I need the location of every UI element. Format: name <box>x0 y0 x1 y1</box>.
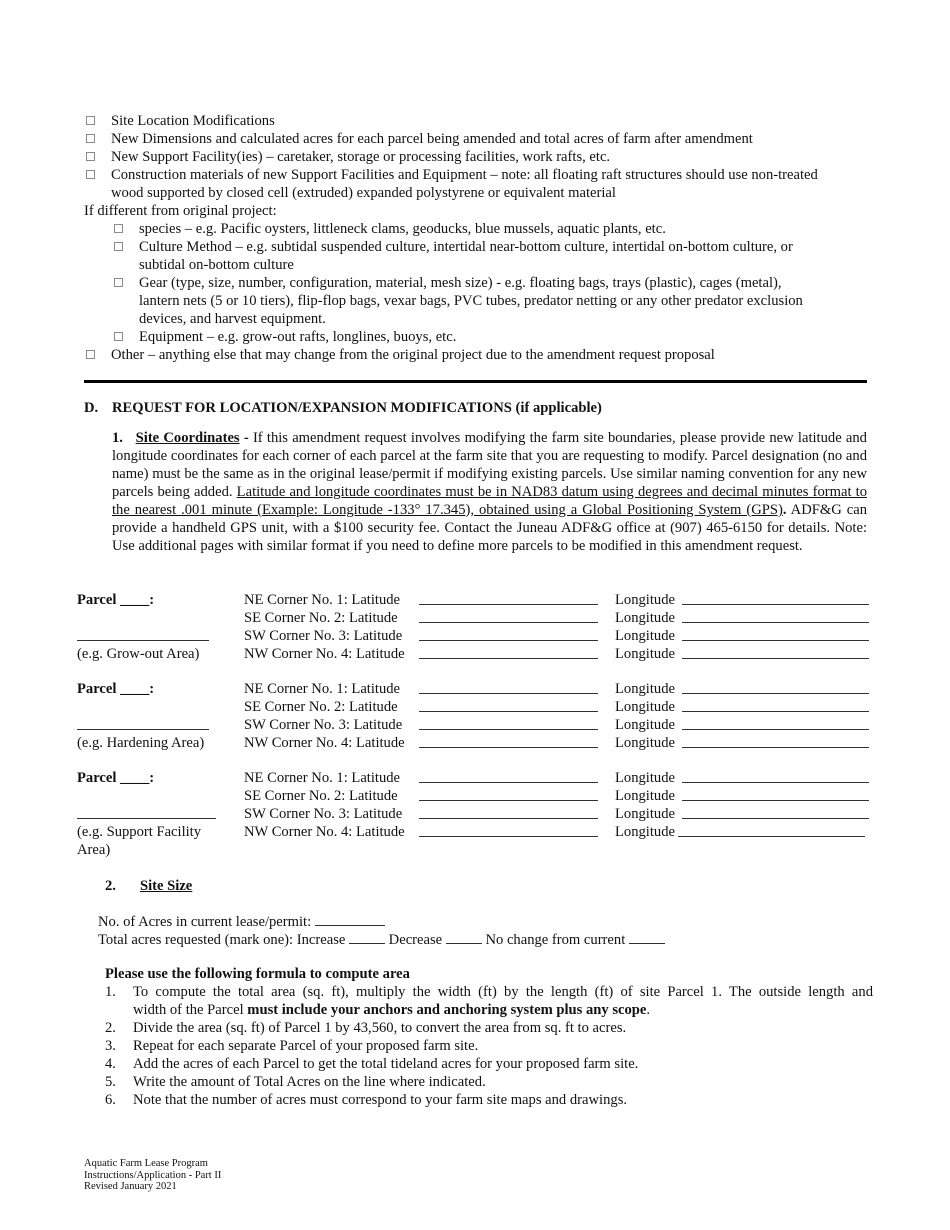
site-size-heading: Site Size <box>140 878 193 894</box>
parcel-label[interactable]: Parcel ____: <box>77 770 155 786</box>
section-divider <box>84 380 867 383</box>
parcel-example: (e.g. Hardening Area) <box>77 735 205 751</box>
latitude-field[interactable] <box>419 604 598 605</box>
parcel-label[interactable]: Parcel ____: <box>77 681 155 697</box>
no-change-field[interactable] <box>629 930 665 944</box>
checkbox-icon[interactable] <box>86 170 95 179</box>
latitude-field[interactable] <box>419 711 598 712</box>
checkbox-icon[interactable] <box>86 350 95 359</box>
checkbox-icon[interactable] <box>86 152 95 161</box>
longitude-field[interactable] <box>678 836 865 837</box>
decrease-field[interactable] <box>446 930 482 944</box>
acres-current-row: No. of Acres in current lease/permit: <box>98 912 385 931</box>
longitude-field[interactable] <box>682 604 869 605</box>
parcel-label[interactable]: Parcel ____: <box>77 592 155 608</box>
formula-heading: Please use the following formula to compute area <box>105 966 410 982</box>
longitude-field[interactable] <box>682 693 869 694</box>
longitude-field[interactable] <box>682 640 869 641</box>
site-coordinates-heading: Site Coordinates <box>135 430 240 446</box>
latitude-field[interactable] <box>419 836 598 837</box>
latitude-field[interactable] <box>419 747 598 748</box>
site-coordinates-number: 1. <box>112 430 123 446</box>
latitude-field[interactable] <box>419 729 598 730</box>
parcel-name-field[interactable] <box>77 729 209 730</box>
longitude-field[interactable] <box>682 782 869 783</box>
longitude-field[interactable] <box>682 658 869 659</box>
if-different-label: If different from original project: <box>84 203 277 219</box>
longitude-field[interactable] <box>682 747 869 748</box>
site-size-number: 2. <box>105 878 116 894</box>
coordinates-requirement: Latitude and longitude coordinates must be in NAD83 datum using degrees and decimal minutes format to the nearest .001 minute (Example: Longitude -133° 17.345), obtained using a Global Positioning System (GPS) <box>112 484 867 518</box>
checkbox-icon[interactable] <box>114 224 123 233</box>
latitude-field[interactable] <box>419 622 598 623</box>
longitude-field[interactable] <box>682 711 869 712</box>
checkbox-icon[interactable] <box>114 332 123 341</box>
increase-field[interactable] <box>349 930 385 944</box>
checkbox-icon[interactable] <box>86 134 95 143</box>
site-coordinates-paragraph: 1. Site Coordinates - If this amendment request involves modifying the farm site boundaries, please provide new latitude and longitude coordinates for each corner of each parcel at the farm site that you are requesting to modify. Parcel designation (no and name) must be the same as in the original lease/permit if modifying existing parcels. Use similar naming convention for any new parcels being added. Latitude and longitude coordinates must be in NAD83 datum using degrees and decimal minutes format to the nearest .001 minute (Example: Longitude -133° 17.345), obtained using a Global Positioning System (GPS). ADF&G can provide a handheld GPS unit, with a $100 security fee. Contact the Juneau ADF&G office at (907) 465-6150 for details. Note: Use additional pages with similar format if you need to define more parcels to be modified in this amendment request. <box>112 430 867 554</box>
latitude-field[interactable] <box>419 800 598 801</box>
latitude-field[interactable] <box>419 693 598 694</box>
parcel-example-continued: Area) <box>77 842 111 858</box>
longitude-field[interactable] <box>682 818 869 819</box>
acres-current-field[interactable] <box>315 912 385 926</box>
latitude-field[interactable] <box>419 640 598 641</box>
section-d-letter: D. <box>84 400 99 416</box>
page-footer: Aquatic Farm Lease Program Instructions/Application - Part II Revised January 2021 <box>84 1158 222 1192</box>
section-d-title: REQUEST FOR LOCATION/EXPANSION MODIFICATIONS (if applicable) <box>112 400 602 416</box>
latitude-field[interactable] <box>419 818 598 819</box>
parcel-name-field[interactable] <box>77 818 216 819</box>
checkbox-icon[interactable] <box>114 278 123 287</box>
longitude-field[interactable] <box>682 622 869 623</box>
checkbox-icon[interactable] <box>114 242 123 251</box>
parcel-example: (e.g. Grow-out Area) <box>77 646 200 662</box>
latitude-field[interactable] <box>419 782 598 783</box>
longitude-field[interactable] <box>682 729 869 730</box>
checkbox-icon[interactable] <box>86 116 95 125</box>
parcel-name-field[interactable] <box>77 640 209 641</box>
longitude-field[interactable] <box>682 800 869 801</box>
latitude-field[interactable] <box>419 658 598 659</box>
parcel-example: (e.g. Support Facility <box>77 824 202 840</box>
total-acres-row: Total acres requested (mark one): Increase Decrease No change from current <box>98 930 665 949</box>
